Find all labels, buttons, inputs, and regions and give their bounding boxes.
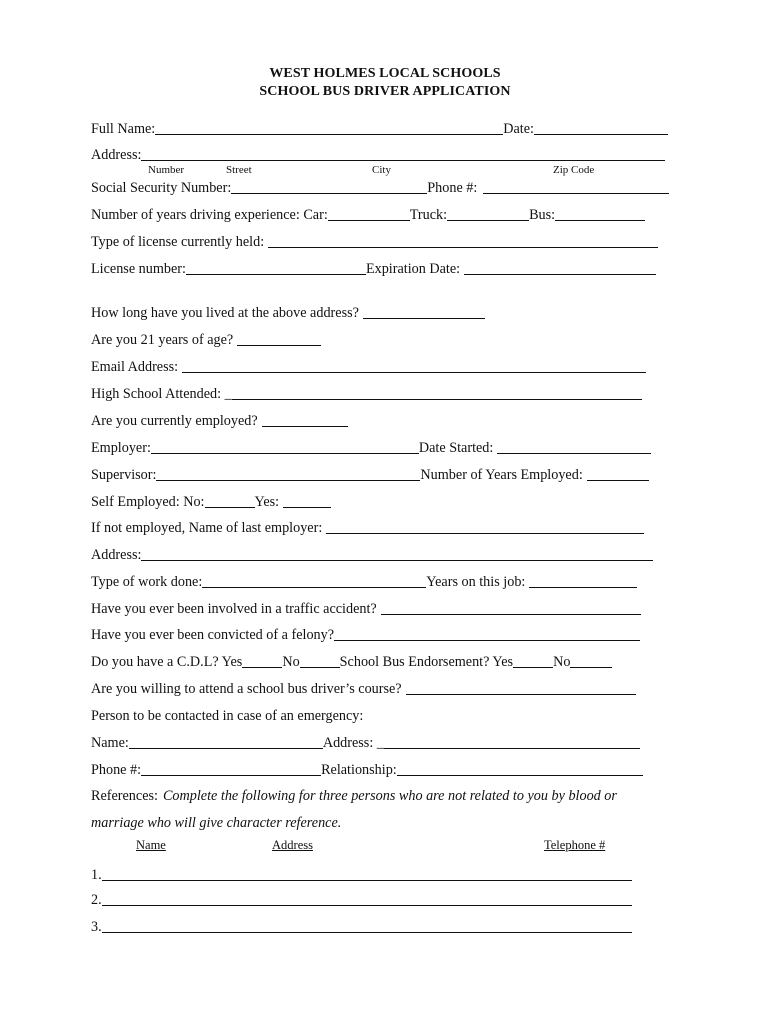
references-row (91, 784, 617, 804)
age-label: Are you 21 years of age? (91, 332, 234, 348)
employer-label: Employer: (91, 440, 151, 456)
address-zip-caption: Zip Code (553, 164, 595, 176)
reference-3-label: 3. (91, 919, 102, 935)
email-field[interactable] (182, 358, 646, 373)
references-label: References: (91, 788, 158, 804)
years-driving-label: Number of years driving experience: Car: (91, 207, 328, 223)
emergency-name-field[interactable] (129, 734, 323, 749)
supervisor-label: Supervisor: (91, 467, 157, 483)
endorsement-no-label: No (553, 654, 571, 670)
date-started-field[interactable] (497, 439, 651, 454)
full-name-label: Full Name: (91, 121, 156, 137)
reference-1-field[interactable] (102, 866, 632, 881)
residence-duration-row (91, 301, 485, 321)
date-label: Date: (503, 121, 534, 137)
employed-label: Are you currently employed? (91, 413, 258, 429)
endorsement-yes-field[interactable] (513, 653, 553, 668)
emergency-phone-field[interactable] (141, 761, 321, 776)
address-number-caption: Number (148, 164, 185, 176)
years-job-field[interactable] (529, 573, 637, 588)
emergency-label: Person to be contacted in case of an emergency: (91, 708, 364, 724)
email-row (91, 355, 646, 375)
course-row (91, 677, 636, 697)
license-number-label: License number: (91, 261, 186, 277)
reference-3-field[interactable] (102, 918, 632, 933)
course-label: Are you willing to attend a school bus driver’s course? (91, 681, 402, 697)
self-employed-row (91, 490, 331, 510)
work-type-row (91, 570, 637, 590)
reference-2-row (91, 888, 632, 908)
full-name-row (91, 117, 668, 137)
high-school-field[interactable] (232, 385, 642, 400)
license-number-row (91, 257, 656, 277)
bus-label: Bus: (529, 207, 556, 223)
cdl-label: Do you have a C.D.L? Yes (91, 654, 243, 670)
reference-1-label: 1. (91, 867, 102, 883)
relationship-label: Relationship: (321, 762, 397, 778)
reference-2-field[interactable] (102, 891, 632, 906)
address-field[interactable] (141, 146, 665, 161)
supervisor-row (91, 463, 649, 483)
license-type-row (91, 230, 658, 250)
license-type-label: Type of license currently held: (91, 234, 265, 250)
ssn-field[interactable] (231, 179, 427, 194)
expiration-field[interactable] (464, 260, 656, 275)
work-type-label: Type of work done: (91, 574, 203, 590)
references-row-2 (91, 811, 341, 831)
email-label: Email Address: (91, 359, 179, 375)
form-title: SCHOOL BUS DRIVER APPLICATION (259, 84, 511, 99)
emergency-name-row (91, 731, 640, 751)
accident-row (91, 597, 641, 617)
residence-duration-field[interactable] (363, 304, 485, 319)
emergency-name-label: Name: (91, 735, 129, 751)
employed-field[interactable] (262, 412, 348, 427)
residence-duration-label: How long have you lived at the above address? (91, 305, 359, 321)
phone-field[interactable] (483, 179, 669, 194)
emergency-address-label: Address: _ (322, 735, 384, 751)
employer-address-label: Address: (91, 547, 142, 563)
license-type-field[interactable] (268, 233, 658, 248)
phone-label: Phone #: (427, 180, 478, 196)
last-employer-label: If not employed, Name of last employer: (91, 520, 323, 536)
reference-3-row (91, 915, 632, 935)
driving-experience-row (91, 203, 645, 223)
endorsement-no-field[interactable] (570, 653, 612, 668)
last-employer-row (91, 516, 644, 536)
bus-years-field[interactable] (555, 206, 645, 221)
truck-years-field[interactable] (447, 206, 529, 221)
employer-row (91, 436, 651, 456)
ssn-label: Social Security Number: (91, 180, 232, 196)
full-name-field[interactable] (155, 120, 503, 135)
work-type-field[interactable] (202, 573, 426, 588)
address-row (91, 143, 665, 163)
expiration-label: Expiration Date: (365, 261, 461, 277)
employed-row (91, 409, 348, 429)
age-field[interactable] (237, 331, 321, 346)
emergency-address-field[interactable] (384, 734, 640, 749)
references-instructions-1: Complete the following for three persons who are not related to you by blood or (162, 788, 617, 804)
ref-name-header: Name (136, 838, 166, 852)
cdl-no-field[interactable] (300, 653, 340, 668)
cdl-yes-field[interactable] (242, 653, 282, 668)
references-instructions-2: marriage who will give character reference. (91, 815, 342, 831)
high-school-label: High School Attended: _ (91, 386, 232, 402)
cdl-row (91, 650, 612, 670)
emergency-row (91, 704, 363, 724)
self-employed-label: Self Employed: No: (91, 494, 205, 510)
reference-2-label: 2. (91, 892, 102, 908)
accident-label: Have you ever been involved in a traffic accident? (91, 601, 377, 617)
years-employed-label: Number of Years Employed: (420, 467, 583, 483)
years-job-label: Years on this job: (426, 574, 526, 590)
truck-label: Truck: (409, 207, 448, 223)
course-field[interactable] (406, 680, 636, 695)
ref-address-header: Address (272, 838, 313, 852)
date-started-label: Date Started: (418, 440, 494, 456)
accident-field[interactable] (381, 600, 641, 615)
address-city-caption: City (372, 164, 391, 176)
employer-field[interactable] (151, 439, 419, 454)
years-employed-field[interactable] (587, 466, 649, 481)
date-field[interactable] (534, 120, 668, 135)
high-school-row (91, 382, 642, 402)
age-row (91, 328, 321, 348)
supervisor-field[interactable] (156, 466, 420, 481)
employer-address-field[interactable] (141, 546, 653, 561)
last-employer-field[interactable] (326, 519, 644, 534)
endorsement-label: School Bus Endorsement? Yes (339, 654, 514, 670)
car-years-field[interactable] (328, 206, 410, 221)
emergency-phone-row (91, 758, 643, 778)
address-label: Address: (91, 147, 142, 163)
ref-telephone-header: Telephone # (544, 838, 606, 852)
emergency-phone-label: Phone #: (91, 762, 142, 778)
reference-1-row (91, 863, 632, 883)
address-street-caption: Street (226, 164, 252, 176)
employer-address-row (91, 543, 653, 563)
self-employed-no-field[interactable] (205, 493, 255, 508)
cdl-no-label: No (282, 654, 300, 670)
self-employed-yes-label: Yes: (254, 494, 280, 510)
license-number-field[interactable] (186, 260, 366, 275)
felony-field[interactable] (334, 626, 640, 641)
org-title: WEST HOLMES LOCAL SCHOOLS (269, 66, 501, 81)
relationship-field[interactable] (397, 761, 643, 776)
ssn-row (91, 176, 669, 196)
felony-label: Have you ever been convicted of a felony? (91, 627, 335, 643)
self-employed-yes-field[interactable] (283, 493, 331, 508)
felony-row (91, 623, 640, 643)
